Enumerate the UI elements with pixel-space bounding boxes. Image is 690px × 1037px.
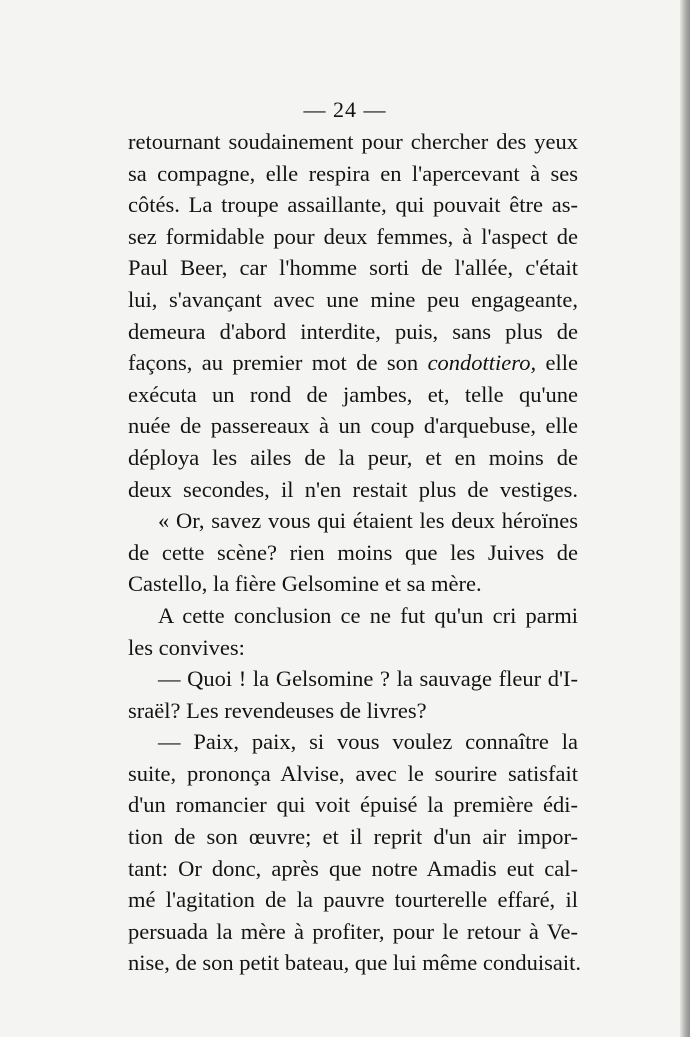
text-line: nise, de son petit bateau, que lui même conduisait.: [128, 950, 582, 976]
text-line: Paul Beer, car l'homme sorti de l'allée, c'était: [128, 255, 578, 281]
text-line: retournant soudainement pour chercher des yeux: [128, 129, 578, 154]
text-segment: façons, au premier mot de son: [128, 350, 419, 376]
page-number: — 24 —: [303, 97, 387, 122]
body-text: [128, 126, 582, 979]
text-line: persuada la mère à profiter, pour le retour à Ve-: [128, 918, 578, 944]
text-line: — Quoi ! la Gelsomine ? la sauvage fleur d'I-: [158, 666, 578, 692]
text-line: A cette conclusion ce ne fut qu'un cri parmi: [158, 602, 578, 628]
text-line: côtés. La troupe assaillante, qui pouvait être as-: [128, 192, 578, 218]
text-line: déploya les ailes de la peur, et en moins de: [128, 444, 578, 470]
text-line: nuée de passereaux à un coup d'arquebuse, elle: [128, 413, 578, 439]
text-line: « Or, savez vous qui étaient les deux héroïnes: [158, 508, 578, 534]
text-line-italic-mixed: [128, 347, 578, 379]
text-line: lui, s'avançant avec une mine peu engageante,: [128, 286, 578, 312]
page-edge: [680, 0, 690, 1037]
text-line: sa compagne, elle respira en l'apercevant à ses: [128, 160, 578, 186]
text-line: deux secondes, il n'en restait plus de vestiges.: [128, 476, 578, 502]
italic-word: condottiero,: [427, 350, 537, 376]
text-line: mé l'agitation de la pauvre tourterelle effaré, il: [128, 887, 578, 913]
text-line: — Paix, paix, si vous voulez connaître la: [158, 729, 578, 755]
text-line: tion de son œuvre; et il reprit d'un air impor-: [128, 824, 578, 850]
text-line: d'un romancier qui voit épuisé la première édi-: [128, 792, 578, 818]
text-line: demeura d'abord interdite, puis, sans plus de: [128, 318, 578, 344]
text-line: de cette scène? rien moins que les Juives de: [128, 539, 578, 565]
text-line: Castello, la fière Gelsomine et sa mère.: [128, 571, 482, 597]
text-line: sez formidable pour deux femmes, à l'aspect de: [128, 223, 578, 249]
text-line: tant: Or donc, après que notre Amadis eut cal-: [128, 855, 578, 881]
text-line: exécuta un rond de jambes, et, telle qu'une: [128, 381, 578, 407]
text-line: sraël? Les revendeuses de livres?: [128, 697, 427, 723]
text-segment: elle: [545, 350, 578, 376]
text-line: suite, prononça Alvise, avec le sourire satisfait: [128, 760, 578, 786]
text-line: les convives:: [128, 634, 245, 660]
